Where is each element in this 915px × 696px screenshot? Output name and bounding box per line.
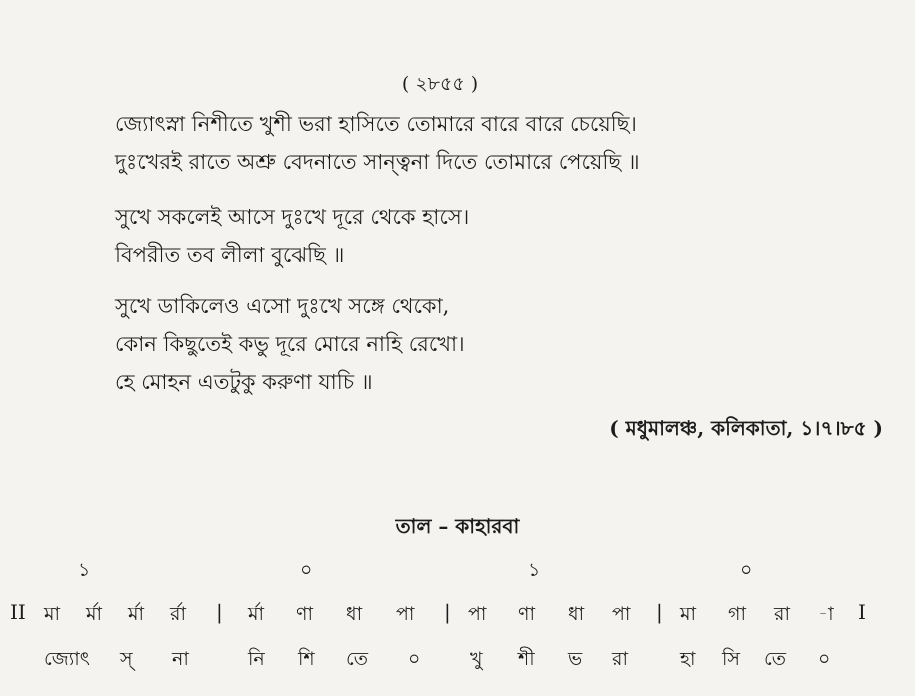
- barline: |: [216, 600, 223, 624]
- taal-heading: তাল – কাহারবা: [395, 514, 520, 538]
- lyric-syllable: রা: [612, 648, 628, 670]
- start-barline: II: [10, 600, 26, 624]
- barline: |: [444, 600, 451, 624]
- lyric-syllable: না: [172, 648, 189, 670]
- lyric-syllable: নি: [248, 648, 265, 670]
- verse-line: কোন কিছুতেই কভু দূরে মোরে নাহি রেখো।: [115, 332, 465, 356]
- note: পা: [396, 603, 415, 625]
- note: র্মা: [248, 603, 265, 625]
- lyric-syllable: ভ: [568, 648, 583, 670]
- note: ণা: [518, 603, 535, 625]
- note: র্মা: [86, 603, 103, 625]
- lyric-syllable: হা: [680, 648, 696, 670]
- lyric-syllable: তে: [346, 648, 368, 670]
- lyric-syllable: শি: [298, 648, 315, 670]
- lyric-syllable: ০: [408, 648, 421, 670]
- lyric-syllable: ০: [818, 648, 831, 670]
- note: রা: [774, 603, 790, 625]
- beat-marks-row: [0, 556, 915, 582]
- notation-lyrics-row: [0, 645, 915, 675]
- verse-1: [115, 105, 835, 181]
- note: পা: [468, 603, 487, 625]
- lyric-syllable: স্: [120, 648, 133, 670]
- verse-line: সুখে সকলেই আসে দুঃখে দূরে থেকে হাসে।: [115, 205, 470, 229]
- barline: |: [656, 600, 663, 624]
- end-barline: I: [858, 600, 866, 624]
- note: গা: [728, 603, 746, 625]
- verse-line: বিপরীত তব লীলা বুঝেছি ॥: [115, 243, 345, 267]
- note: র্রা: [170, 603, 186, 625]
- verse-line: দুঃখেরই রাতে অশ্রু বেদনাতে সান্ত্বনা দিতে তোমারে পেয়েছি ॥: [115, 150, 640, 174]
- lyric-syllable: সি: [722, 648, 740, 670]
- note: ধা: [346, 603, 363, 625]
- verse-line: সুখে ডাকিলেও এসো দুঃখে সঙ্গে থেকো,: [115, 294, 450, 318]
- note: মা: [44, 603, 61, 625]
- lyric-syllable: খু: [470, 648, 483, 670]
- beat-mark: ০: [300, 559, 313, 581]
- verse-line: হে মোহন এতটুকু করুণা যাচি ॥: [115, 370, 373, 394]
- note: -া: [818, 603, 834, 625]
- sargam-notation-row: [0, 600, 915, 630]
- note: ণা: [296, 603, 313, 625]
- note: মা: [680, 603, 697, 625]
- note: ধা: [568, 603, 585, 625]
- verse-3: [115, 287, 835, 401]
- lyric-syllable: শী: [518, 648, 535, 670]
- note: র্মা: [128, 603, 145, 625]
- beat-mark: ০: [740, 559, 753, 581]
- lyric-syllable: জ্যোৎ: [44, 648, 90, 670]
- beat-mark: ১: [78, 559, 91, 581]
- lyric-syllable: তে: [764, 648, 786, 670]
- verse-line: জ্যোৎস্না নিশীতে খুশী ভরা হাসিতে তোমারে বারে বারে চেয়েছি।: [115, 112, 637, 136]
- note: পা: [612, 603, 631, 625]
- beat-mark: ১: [528, 559, 541, 581]
- verse-2: [115, 198, 835, 274]
- song-number: ( ২৮৫৫ ): [401, 73, 479, 95]
- source-citation: ( মধুমালঞ্চ, কলিকাতা, ১।৭।৮৫ ): [609, 416, 883, 440]
